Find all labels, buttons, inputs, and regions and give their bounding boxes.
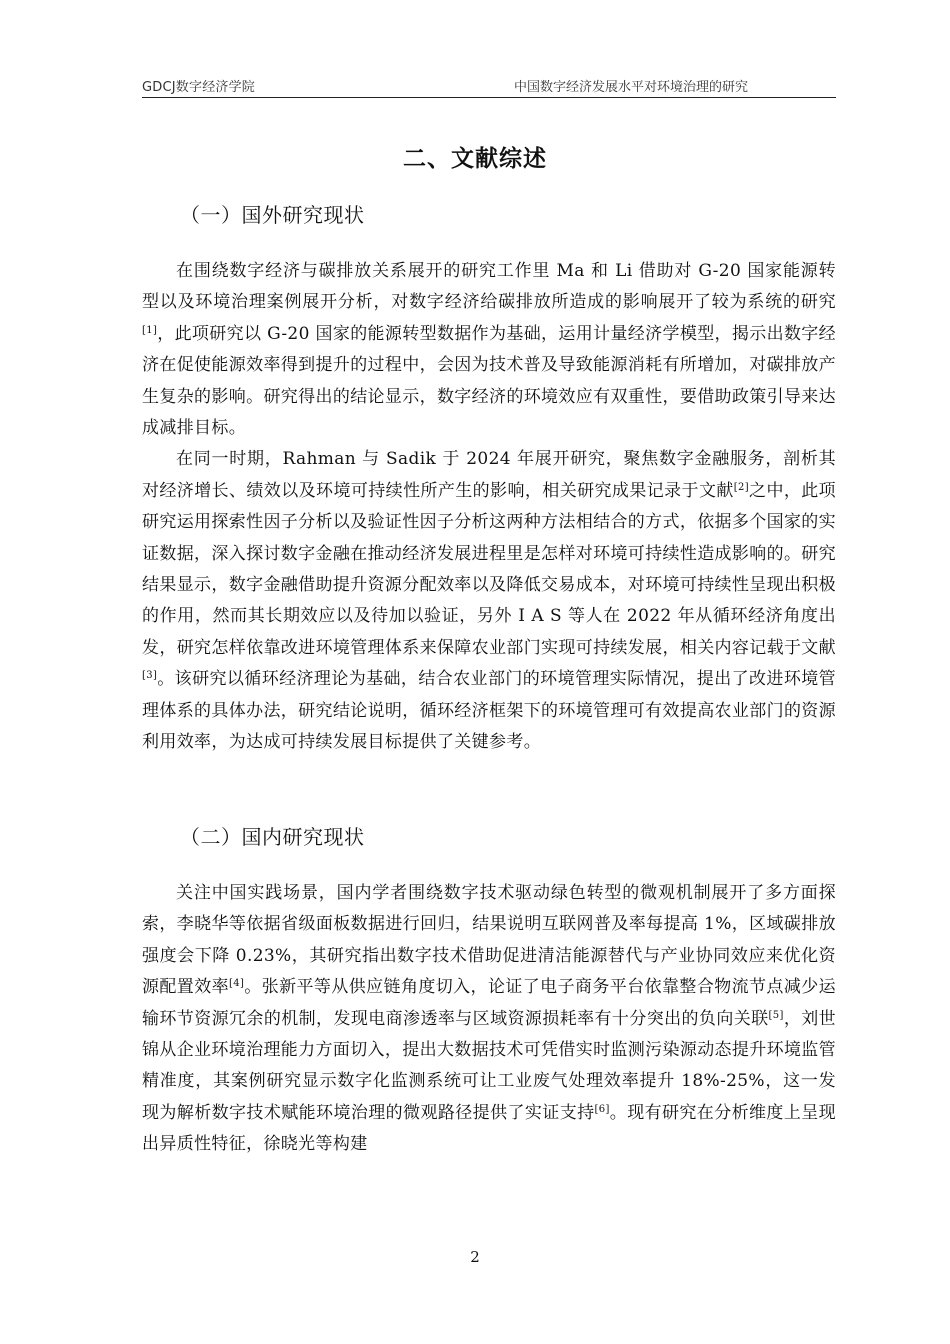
- section-title-foreign-research: （一）国外研究现状: [180, 203, 365, 227]
- citation-marker: [5]: [768, 1009, 784, 1021]
- header-thesis-title: 中国数字经济发展水平对环境治理的研究: [514, 80, 749, 95]
- page-number: 2: [470, 1248, 480, 1266]
- section-title-domestic-research: （二）国内研究现状: [180, 825, 365, 849]
- section-body-domestic-research: [142, 878, 836, 1161]
- page-header: [142, 80, 836, 98]
- text-run: 之中，此项研究运用探索性因子分析以及验证性因子分析这两种方法相结合的方式，依据多个国家的实证数据，深入探讨数字金融在推动经济发展进程里是怎样对环境可持续性造成影响的。研究结果显示，数字金融借助提升资源分配效率以及降低交易成本，对环境可持续性呈现出积极的作用，然而其长期效应以及待加以验证，另外 I A S 等人在 2022 年从循环经济角度出发，研究怎样依靠改进环境管理体系来保障农业部门实现可持续发展，相关内容记载于文献: [142, 480, 837, 658]
- citation-marker: [1]: [142, 324, 158, 336]
- text-run: ，此项研究以 G-20 国家的能源转型数据作为基础，运用计量经济学模型，揭示出数字经济在促使能源效率得到提升的过程中，会因为技术普及导致能源消耗有所增加，对碳排放产生复杂的影响。研究得出的结论显示，数字经济的环境效应有双重性，要借助政策引导来达成减排目标。: [142, 323, 836, 439]
- citation-marker: [2]: [733, 481, 749, 493]
- text-run: 。张新平等从供应链角度切入，论证了电子商务平台依靠整合物流节点减少运输环节资源冗余的机制，发现电商渗透率与区域资源损耗率有十分突出的负向关联: [142, 977, 837, 1029]
- section-body-foreign-research: [142, 256, 836, 759]
- text-run: 在围绕数字经济与碳排放关系展开的研究工作里 Ma 和 Li 借助对 G-20 国家能源转型以及环境治理案例展开分析，对数字经济给碳排放所造成的影响展开了较为系统的研究: [142, 261, 836, 313]
- citation-marker: [4]: [229, 978, 245, 990]
- paragraph: [142, 444, 836, 758]
- text-run: 关注中国实践场景，国内学者围绕数字技术驱动绿色转型的微观机制展开了多方面探索，李晓华等依据省级面板数据进行回归，结果说明互联网普及率每提高 1%，区域碳排放强度会下降 0.23%，其研究指出数字技术借助促进清洁能源替代与产业协同效应来优化资源配置效率: [142, 883, 836, 998]
- paragraph: [142, 256, 836, 444]
- paragraph: [142, 878, 836, 1161]
- text-run: 在同一时期，Rahman 与 Sadik 于 2024 年展开研究，聚焦数字金融服务，剖析其对经济增长、绩效以及环境可持续性所产生的影响，相关研究成果记录于文献: [142, 449, 836, 501]
- citation-marker: [3]: [142, 670, 158, 682]
- chapter-title: 二、文献综述: [403, 146, 547, 172]
- citation-marker: [6]: [594, 1103, 610, 1115]
- header-institution: GDCJ数字经济学院: [142, 80, 255, 95]
- text-run: ，刘世锦从企业环境治理能力方面切入，提出大数据技术可凭借实时监测污染源动态提升环境监管精准度，其案例研究显示数字化监测系统可让工业废气处理效率提升 18%-25%，这一发现为解析数字技术赋能环境治理的微观路径提供了实证支持: [142, 1008, 836, 1123]
- text-run: 。该研究以循环经济理论为基础，结合农业部门的环境管理实际情况，提出了改进环境管理体系的具体办法，研究结论说明，循环经济框架下的环境管理可有效提高农业部门的资源利用效率，为达成可持续发展目标提供了关键参考。: [142, 669, 836, 753]
- text-run: 。现有研究在分析维度上呈现出异质性特征，徐晓光等构建: [142, 1102, 836, 1155]
